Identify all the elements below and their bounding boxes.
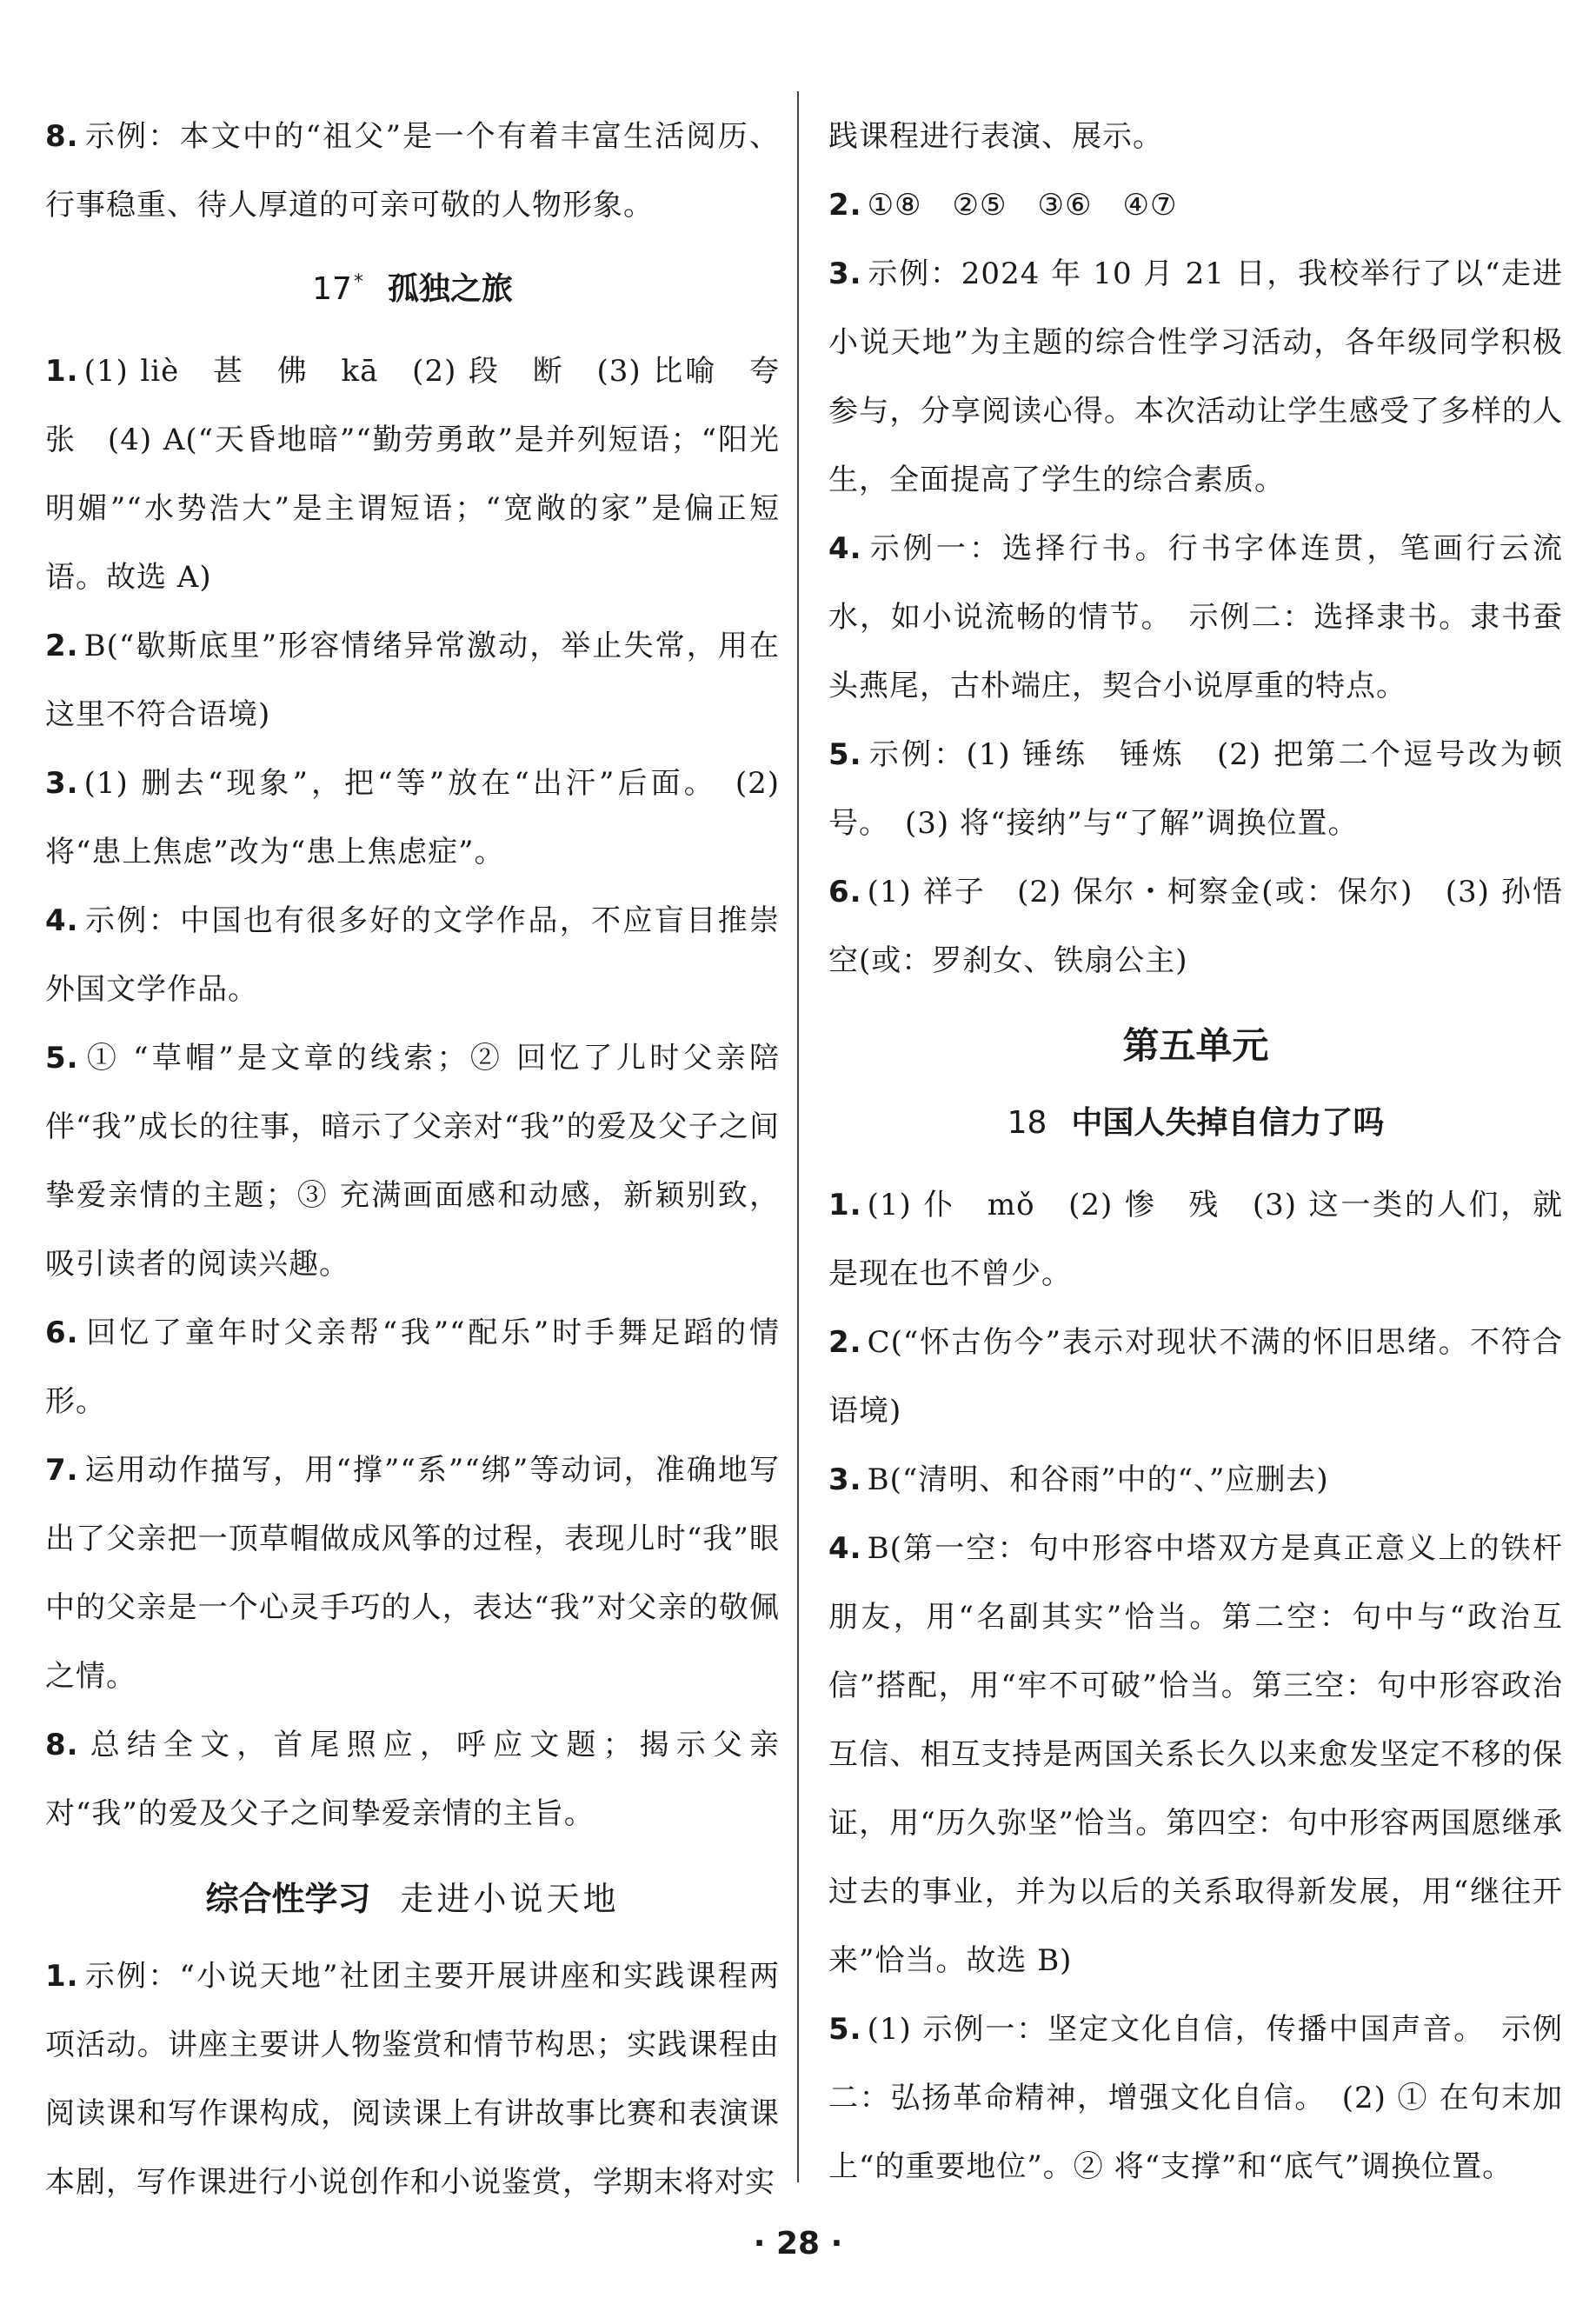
continued-text: 践课程进行表演、展示。 — [828, 119, 1163, 154]
answer-item: 4. B(第一空：句中形容中塔双方是真正意义上的铁杆朋友，用“名副其实”恰当。第二空：句中与“政治互信”搭配，用“牢不可破”恰当。第三空：句中形容政治互信、相互支持是两国关系长久以来愈发坚定不移的保证，用“历久弥坚”恰当。第四空：句中形容两国愿继承过去的事业，并为以后的关系取得新发展，用“继往开来”恰当。故选 B) — [828, 1531, 1563, 1978]
lesson-number: 18 — [1007, 1105, 1047, 1141]
unit-heading: 第五单元 — [1122, 1024, 1269, 1067]
right-column — [828, 103, 1563, 2201]
answer-item: 1. (1) 仆 mǒ (2) 惨 残 (3) 这一类的人们，就是现在也不曾少。 — [828, 1188, 1563, 1291]
answer-item: 1. 示例：“小说天地”社团主要开展讲座和实践课程两项活动。讲座主要讲人物鉴赏和情节构思；实践课程由阅读课和写作课构成，阅读课上有讲故事比赛和表演课本剧，写作课进行小说创作和小说鉴赏，学期末将对实 — [45, 1959, 780, 2200]
answer-item: 8. 示例：本文中的“祖父”是一个有着丰富生活阅历、行事稳重、待人厚道的可亲可敬的人物形象。 — [45, 119, 780, 223]
lesson-heading — [828, 1093, 1563, 1154]
answer-item: 8. 总结全文，首尾照应，呼应文题；揭示父亲对“我”的爱及父子之间挚爱亲情的主旨。 — [45, 1728, 780, 1831]
answer-item: 3. 示例：2024 年 10 月 21 日，我校举行了以“走进小说天地”为主题的综合性学习活动，各年级同学积极参与，分享阅读心得。本次活动让学生感受了多样的人生，全面提高了学生的综合素质。 — [828, 256, 1563, 497]
lesson-number: 17* — [312, 271, 363, 307]
answer-item: 5. 示例：(1) 锤练 锤炼 (2) 把第二个逗号改为顿号。 (3) 将“接纳”与“了解”调换位置。 — [828, 737, 1563, 841]
answer-item: 3. (1) 删去“现象”，把“等”放在“出汗”后面。 (2) 将“患上焦虑”改为“患上焦虑症”。 — [45, 766, 780, 869]
answer-item: 2. ①⑧ ②⑤ ③⑥ ④⑦ — [828, 188, 1178, 223]
answer-item: 2. B(“歇斯底里”形容情绪异常激动，举止失常，用在这里不符合语境) — [45, 629, 780, 732]
left-column — [45, 103, 780, 2217]
section-kind: 综合性学习 — [205, 1880, 371, 1918]
answer-item: 5. (1) 示例一：坚定文化自信，传播中国声音。 示例二：弘扬革命精神，增强文化自信。 (2) ① 在句末加上“的重要地位”。② 将“支撑”和“底气”调换位置。 — [828, 2012, 1563, 2184]
answer-item: 4. 示例：中国也有很多好的文学作品，不应盲目推崇外国文学作品。 — [45, 903, 780, 1007]
answer-item: 7. 运用动作描写，用“撑”“系”“绑”等动词，准确地写出了父亲把一顶草帽做成风筝的过程，表现儿时“我”眼中的父亲是一个心灵手巧的人，表达“我”对父亲的敬佩之情。 — [45, 1453, 780, 1694]
answer-item: 3. B(“清明、和谷雨”中的“、”应删去) — [828, 1462, 1329, 1497]
answer-item: 6. (1) 祥子 (2) 保尔・柯察金(或：保尔) (3) 孙悟空(或：罗刹女、铁扇公主) — [828, 875, 1563, 978]
answer-item: 6. 回忆了童年时父亲帮“我”“配乐”时手舞足蹈的情形。 — [45, 1316, 780, 1419]
answer-item: 4. 示例一：选择行书。行书字体连贯，笔画行云流水，如小说流畅的情节。 示例二：选择隶书。隶书蚕头燕尾，古朴端庄，契合小说厚重的特点。 — [828, 531, 1563, 703]
lesson-title: 孤独之旅 — [387, 271, 513, 307]
page-number: · 28 · — [753, 2226, 843, 2261]
answer-item: 5. ① “草帽”是文章的线索；② 回忆了儿时父亲陪伴“我”成长的往事，暗示了父亲对“我”的爱及父子之间挚爱亲情的主题；③ 充满画面感和动感，新颖别致，吸引读者的阅读兴趣。 — [45, 1041, 780, 1282]
comprehensive-heading — [45, 1868, 780, 1930]
lesson-heading — [45, 252, 780, 320]
section-topic: 走进小说天地 — [400, 1880, 620, 1918]
lesson-title: 中国人失掉自信力了吗 — [1071, 1105, 1385, 1141]
column-divider — [797, 91, 799, 2182]
answer-item: 2. C(“怀古伤今”表示对现状不满的怀旧思绪。不符合语境) — [828, 1325, 1563, 1429]
answer-item: 1. (1) liè 甚 佛 kā (2) 段 断 (3) 比喻 夸张 (4) A(“天昏地暗”“勤劳勇敢”是并列短语；“阳光明媚”“水势浩大”是主谓短语；“宽敞的家”是偏正短语。故选 A) — [45, 354, 780, 595]
